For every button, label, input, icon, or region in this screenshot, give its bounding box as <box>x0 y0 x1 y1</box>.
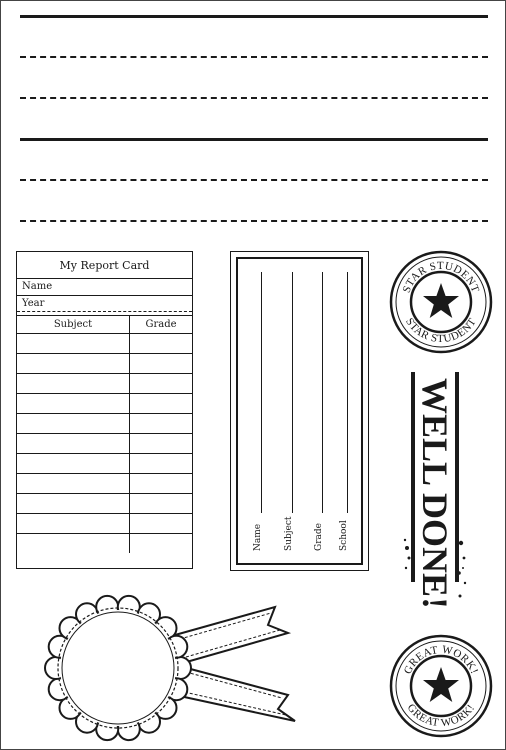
star-student-bottom-text: STAR STUDENT <box>403 316 479 346</box>
well-done-text: WELL DONE! <box>415 378 455 610</box>
bookmark-name-label: Name <box>253 523 263 551</box>
star-icon <box>423 283 459 318</box>
star-icon <box>423 667 459 702</box>
bookmark-grade-label: Grade <box>314 523 324 551</box>
star-student-top-text: STAR STUDENT <box>400 259 482 295</box>
grade-row <box>17 334 192 354</box>
grade-cell[interactable] <box>130 394 193 414</box>
star-student-stamp <box>389 250 493 354</box>
bookmark-school-label: School <box>339 520 349 551</box>
grade-row <box>17 434 192 454</box>
subject-cell[interactable] <box>17 414 130 434</box>
bookmark-inner-frame <box>236 257 363 565</box>
bookmark-card <box>230 251 369 571</box>
writing-line-solid-2 <box>20 138 488 141</box>
writing-line-dashed-4 <box>20 220 488 222</box>
name-label: Name <box>22 281 53 292</box>
bookmark-name-line <box>261 272 262 513</box>
subject-cell[interactable] <box>17 474 130 494</box>
subject-cell[interactable] <box>17 514 130 534</box>
subject-cell[interactable] <box>17 374 130 394</box>
grade-row <box>17 514 192 534</box>
grade-row <box>17 414 192 434</box>
report-card-year-row <box>17 296 192 312</box>
grade-cell[interactable] <box>130 434 193 454</box>
writing-line-dashed-2 <box>20 97 488 99</box>
subject-cell[interactable] <box>17 394 130 414</box>
grade-cell[interactable] <box>130 514 193 534</box>
report-card-title: My Report Card <box>17 252 192 279</box>
bookmark-subject-line <box>292 272 293 513</box>
grade-row <box>17 394 192 414</box>
subject-cell[interactable] <box>17 534 130 554</box>
ribbon-badge-icon <box>50 595 320 745</box>
subject-cell[interactable] <box>17 434 130 454</box>
grades-table <box>17 316 192 553</box>
grade-column-header: Grade <box>130 316 193 334</box>
bookmark-grade-line <box>322 272 323 513</box>
subject-cell[interactable] <box>17 494 130 514</box>
writing-line-dashed-1 <box>20 56 488 58</box>
svg-text:STAR STUDENT <box>403 316 479 345</box>
grade-cell[interactable] <box>130 334 193 354</box>
subject-column-header: Subject <box>17 316 130 334</box>
grade-row <box>17 454 192 474</box>
grade-row <box>17 534 192 554</box>
grade-cell[interactable] <box>130 534 193 554</box>
subject-cell[interactable] <box>17 354 130 374</box>
bookmark-subject-label: Subject <box>284 516 294 551</box>
writing-line-dashed-3 <box>20 179 488 181</box>
grade-row <box>17 374 192 394</box>
great-work-stamp <box>389 634 493 738</box>
subject-cell[interactable] <box>17 454 130 474</box>
grade-cell[interactable] <box>130 354 193 374</box>
grade-row <box>17 474 192 494</box>
great-work-top-text: GREAT WORK! <box>401 643 481 677</box>
writing-line-solid-1 <box>20 15 488 18</box>
grade-cell[interactable] <box>130 494 193 514</box>
subject-cell[interactable] <box>17 334 130 354</box>
year-label: Year <box>22 298 45 309</box>
grade-cell[interactable] <box>130 414 193 434</box>
bookmark-school-line <box>347 272 348 513</box>
well-done-stamp <box>403 368 467 608</box>
grade-row <box>17 494 192 514</box>
grade-cell[interactable] <box>130 474 193 494</box>
grade-cell[interactable] <box>130 454 193 474</box>
great-work-bottom-text: GREAT WORK! <box>404 701 478 730</box>
report-card <box>16 251 193 569</box>
report-card-name-row <box>17 279 192 296</box>
grade-cell[interactable] <box>130 374 193 394</box>
grade-row <box>17 354 192 374</box>
